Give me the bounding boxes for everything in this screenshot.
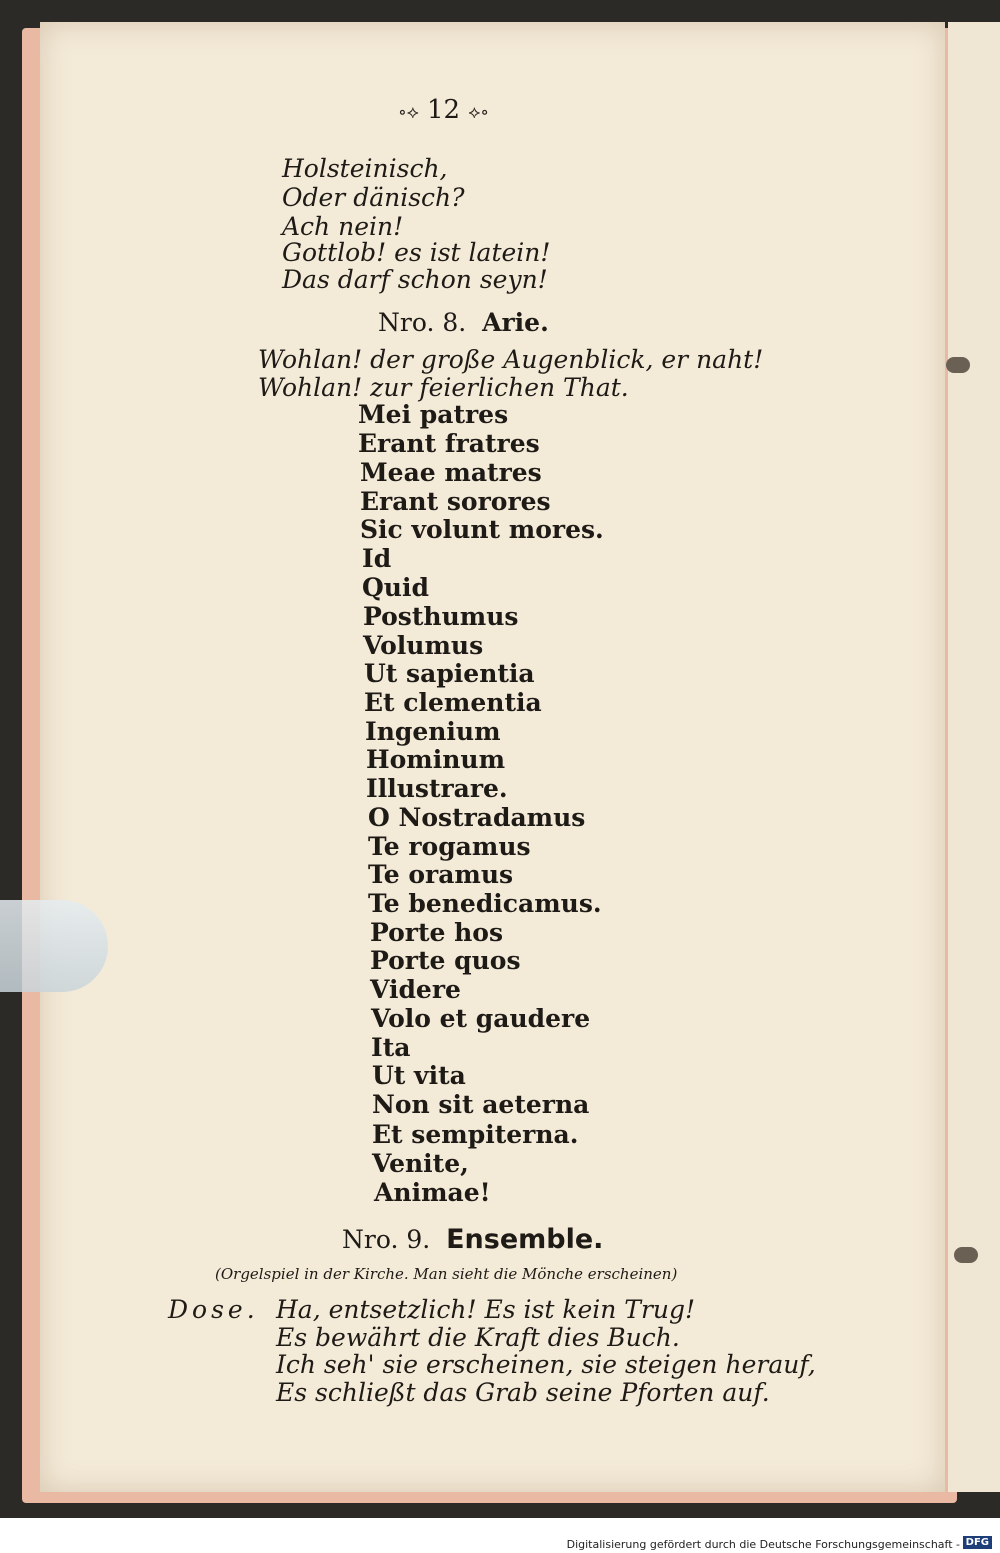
verse-line: Ach nein!: [282, 212, 404, 241]
latin-line: Posthumus: [363, 602, 519, 631]
latin-line: Non sit aeterna: [372, 1090, 590, 1119]
latin-line: Illustrare.: [366, 774, 508, 803]
dialogue-line: Ich seh' sie erscheinen, sie steigen herauf,: [276, 1350, 816, 1379]
verse-line: Gottlob! es ist latein!: [282, 238, 551, 267]
verse-line: Holsteinisch,: [282, 154, 448, 183]
latin-line: Te rogamus: [368, 832, 531, 861]
binding-mark: [946, 357, 970, 373]
page-clip: [0, 900, 108, 992]
ensemble-number: Nro. 9.: [342, 1225, 431, 1254]
page-number: [398, 95, 489, 125]
latin-line: Venite,: [372, 1149, 469, 1178]
latin-line: Hominum: [366, 745, 506, 774]
latin-line: Et clementia: [364, 688, 542, 717]
ornament-right-icon: ⟡∘: [468, 102, 490, 123]
latin-line: Videre: [370, 975, 461, 1004]
aria-heading: [378, 308, 549, 337]
latin-line: Erant fratres: [358, 429, 540, 458]
speaker-name: Dose.: [168, 1295, 259, 1324]
latin-line: Quid: [362, 573, 429, 602]
dialogue-line: Es bewährt die Kraft dies Buch.: [276, 1323, 680, 1352]
dialogue-line: Ha, entsetzlich! Es ist kein Trug!: [276, 1295, 696, 1324]
footer-credit: Digitalisierung gefördert durch die Deutsche Forschungsgemeinschaft -: [566, 1538, 960, 1551]
latin-line: Ita: [371, 1033, 411, 1062]
latin-line: Sic volunt mores.: [360, 515, 604, 544]
ensemble-title: Ensemble.: [446, 1224, 604, 1255]
ornament-left-icon: ∘⟡: [398, 102, 419, 123]
dialogue-line: Es schließt das Grab seine Pforten auf.: [276, 1378, 770, 1407]
page-number-text: 12: [427, 95, 461, 125]
aria-intro-line: Wohlan! der große Augenblick, er naht!: [258, 345, 764, 374]
latin-line: Te benedicamus.: [368, 889, 602, 918]
verse-line: Oder dänisch?: [282, 183, 465, 212]
latin-line: O Nostradamus: [368, 803, 586, 832]
verse-line: Das darf schon seyn!: [282, 265, 548, 294]
latin-line: Et sempiterna.: [372, 1120, 579, 1149]
latin-line: Porte quos: [370, 946, 521, 975]
aria-number: Nro. 8.: [378, 308, 467, 337]
latin-line: Mei patres: [358, 400, 509, 429]
latin-line: Erant sorores: [360, 487, 551, 516]
aria-title: Arie.: [482, 308, 549, 337]
ensemble-heading: [342, 1224, 603, 1255]
dfg-logo: DFG: [963, 1536, 992, 1549]
latin-line: Ut vita: [372, 1061, 466, 1090]
latin-line: Porte hos: [370, 918, 504, 947]
latin-line: Ingenium: [365, 717, 501, 746]
latin-line: Ut sapientia: [364, 659, 535, 688]
latin-line: Meae matres: [360, 458, 542, 487]
stage-direction: (Orgelspiel in der Kirche. Man sieht die Mönche erscheinen): [215, 1265, 678, 1283]
aria-intro-line: Wohlan! zur feierlichen That.: [258, 373, 629, 402]
latin-line: Te oramus: [368, 860, 514, 889]
latin-line: Volo et gaudere: [371, 1004, 591, 1033]
latin-line: Id: [362, 544, 392, 573]
next-page-edge: [948, 22, 1000, 1492]
latin-line: Animae!: [374, 1178, 491, 1207]
latin-line: Volumus: [363, 631, 484, 660]
binding-mark: [954, 1247, 978, 1263]
